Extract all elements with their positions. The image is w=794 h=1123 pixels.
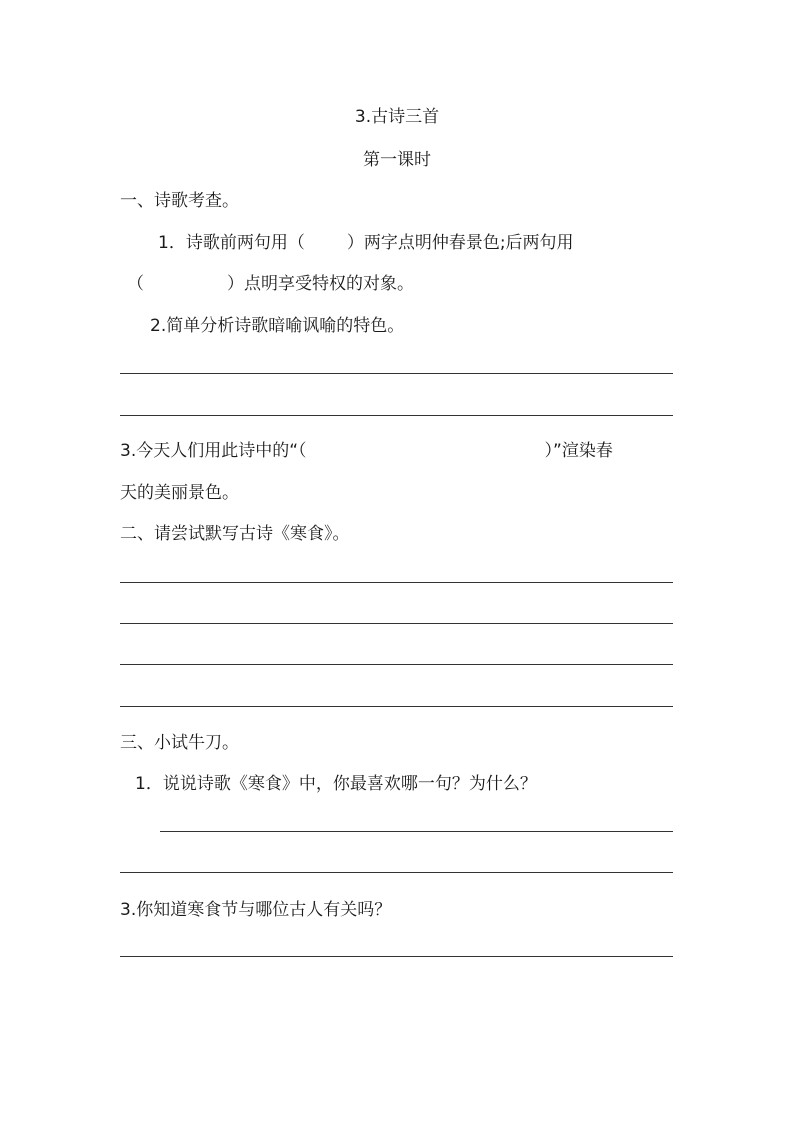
question-1-1-text-a: 1．诗歌前两句用（ bbox=[158, 233, 305, 253]
question-1-1-open-paren: （ bbox=[127, 274, 144, 294]
answer-line[interactable] bbox=[120, 956, 673, 957]
question-3-3: 3.你知道寒食节与哪位古人有关吗？ bbox=[120, 900, 392, 920]
question-1-3-line2: 天的美丽景色。 bbox=[120, 483, 239, 503]
section-1-heading: 一、诗歌考查。 bbox=[120, 191, 239, 211]
answer-line[interactable] bbox=[120, 623, 673, 624]
question-1-3-text-a: 3.今天人们用此诗中的“（ bbox=[120, 441, 307, 461]
question-1-2: 2.简单分析诗歌暗喻讽喻的特色。 bbox=[150, 316, 405, 336]
question-1-3-text-b: ）”渲染春 bbox=[544, 441, 613, 461]
question-1-1-line2 bbox=[127, 272, 414, 296]
page-subtitle: 第一课时 bbox=[363, 150, 431, 170]
answer-line[interactable] bbox=[120, 664, 673, 665]
question-1-1 bbox=[158, 231, 574, 255]
section-3-heading: 三、小试牛刀。 bbox=[120, 733, 239, 753]
answer-line[interactable] bbox=[120, 706, 673, 707]
question-3-1: 1．说说诗歌《寒食》中，你最喜欢哪一句？为什么？ bbox=[135, 774, 537, 794]
answer-line[interactable] bbox=[160, 831, 673, 832]
page-title: 3.古诗三首 bbox=[354, 107, 440, 127]
answer-line[interactable] bbox=[120, 872, 673, 873]
question-1-1-text-c: ）点明享受特权的对象。 bbox=[227, 274, 414, 294]
question-1-3 bbox=[120, 439, 613, 463]
answer-line[interactable] bbox=[120, 415, 673, 416]
section-2-heading: 二、请尝试默写古诗《寒食》。 bbox=[120, 524, 350, 544]
answer-line[interactable] bbox=[120, 373, 673, 374]
question-1-1-text-b: ）两字点明仲春景色;后两句用 bbox=[346, 233, 574, 253]
answer-line[interactable] bbox=[120, 582, 673, 583]
